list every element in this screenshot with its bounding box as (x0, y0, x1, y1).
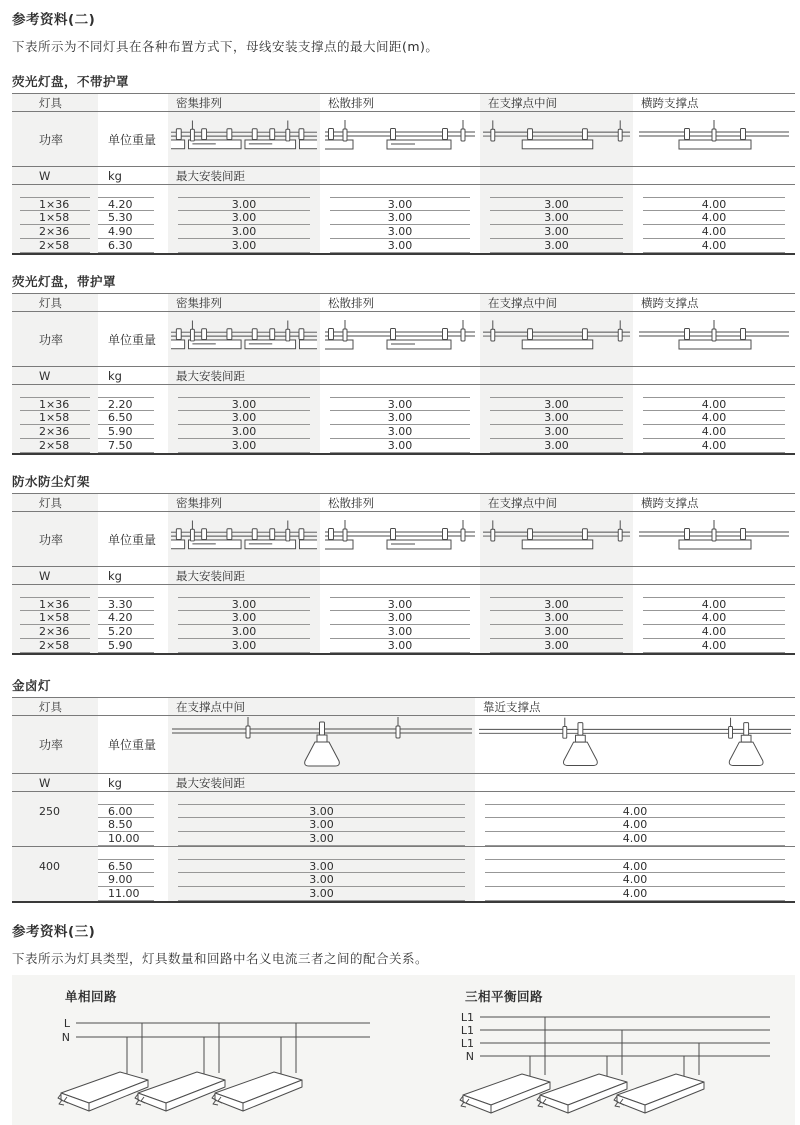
header-arrangement-loose: 松散排列 (328, 495, 374, 510)
power-group-400 (12, 847, 795, 901)
busbar-pendant-near-diagram (479, 717, 791, 773)
value-cell: 3.00 (490, 211, 623, 225)
value-cell: 3.00 (490, 425, 623, 439)
busbar-pendant-mid-diagram (172, 717, 472, 773)
power-cell: 1×58 (20, 611, 90, 625)
table-waterproof (12, 493, 795, 655)
value-cell: 3.00 (178, 197, 310, 211)
busbar-loose-diagram (325, 116, 475, 162)
busbar-dense-diagram (171, 516, 317, 562)
group-power-cell: 400 (39, 860, 60, 873)
unit-row (12, 367, 795, 385)
value-cell: 3.00 (178, 611, 310, 625)
power-cell: 2×36 (20, 625, 90, 639)
header-arrangement-loose: 松散排列 (328, 95, 374, 110)
value-cell: 4.00 (643, 225, 785, 239)
table-fluorescent-no-cover (12, 93, 795, 255)
table-row (98, 873, 795, 887)
group-power-cell: 250 (39, 805, 60, 818)
value-cell: 3.00 (178, 597, 310, 611)
value-cell: 3.00 (330, 597, 470, 611)
diagram-row (12, 716, 795, 774)
header-arrangement-across-support: 横跨支撑点 (641, 495, 699, 510)
value-cell: 4.00 (643, 239, 785, 253)
value-cell: 3.00 (330, 211, 470, 225)
value-cell: 3.00 (490, 225, 623, 239)
value-cell: 3.00 (490, 411, 623, 425)
spacer-row (12, 585, 795, 597)
watt-unit: W (39, 775, 51, 790)
value-cell: 3.00 (178, 439, 310, 453)
power-cell: 2×36 (20, 225, 90, 239)
value-cell: 3.00 (490, 611, 623, 625)
weight-cell: 6.00 (98, 804, 154, 818)
diagram-row (12, 512, 795, 567)
value-cell: 4.00 (485, 832, 785, 846)
value-cell: 4.00 (643, 397, 785, 411)
luminaire-3d (135, 1072, 225, 1111)
unit-row (12, 567, 795, 585)
single-phase-circuit (50, 987, 380, 1119)
header-fixture: 灯具 (39, 699, 62, 714)
value-cell: 4.00 (643, 597, 785, 611)
weight-cell: 5.30 (98, 211, 154, 225)
value-cell: 4.00 (643, 611, 785, 625)
spacer-row (12, 185, 795, 197)
table-row (98, 832, 795, 846)
header-arrangement-across-support: 横跨支撑点 (641, 95, 699, 110)
weight-cell: 7.50 (98, 439, 154, 453)
table-row (12, 239, 795, 253)
value-cell: 3.00 (330, 225, 470, 239)
value-cell: 4.00 (643, 411, 785, 425)
diagram-row (12, 312, 795, 367)
phase-line-label: L1 (460, 1024, 474, 1037)
header-unit-weight: 单位重量 (108, 132, 157, 147)
header-power: 功率 (39, 738, 64, 752)
kg-unit: kg (108, 568, 122, 583)
header-unit-weight: 单位重量 (108, 332, 157, 347)
phase-line-label: L1 (460, 1037, 474, 1050)
value-cell: 3.00 (490, 639, 623, 653)
value-cell: 3.00 (178, 411, 310, 425)
header-fixture: 灯具 (39, 495, 62, 510)
value-cell: 3.00 (178, 639, 310, 653)
section-title-waterproof: 防水防尘灯架 (12, 474, 91, 489)
value-cell: 3.00 (178, 873, 465, 887)
value-cell: 3.00 (490, 439, 623, 453)
value-cell: 3.00 (178, 239, 310, 253)
table-row (12, 197, 795, 211)
table-row (98, 804, 795, 818)
luminaire-3d (212, 1072, 302, 1111)
value-cell: 3.00 (178, 425, 310, 439)
value-cell: 3.00 (178, 625, 310, 639)
value-cell: 3.00 (330, 425, 470, 439)
kg-unit: kg (108, 368, 122, 383)
header-arrangement-near-support: 靠近支撑点 (483, 699, 541, 714)
diagram-row (12, 112, 795, 167)
power-cell: 2×58 (20, 239, 90, 253)
value-cell: 4.00 (643, 425, 785, 439)
luminaire-3d (58, 1072, 148, 1111)
value-cell: 3.00 (330, 625, 470, 639)
header-arrangement-mid-support: 在支撑点中间 (488, 95, 557, 110)
value-cell: 4.00 (485, 887, 785, 901)
value-cell: 4.00 (485, 818, 785, 832)
busbar-across-support-diagram (639, 316, 789, 362)
circuit-title: 三相平衡回路 (465, 989, 544, 1004)
value-cell: 4.00 (643, 639, 785, 653)
ref3-title: 参考资料(三) (12, 924, 96, 940)
power-cell: 1×58 (20, 211, 90, 225)
value-cell: 3.00 (330, 197, 470, 211)
table-row (12, 225, 795, 239)
three-phase-circuit (450, 987, 780, 1119)
weight-cell: 5.20 (98, 625, 154, 639)
busbar-loose-diagram (325, 516, 475, 562)
header-arrangement-loose: 松散排列 (328, 295, 374, 310)
table-row (12, 439, 795, 453)
value-cell: 3.00 (178, 804, 465, 818)
luminaire-3d (614, 1074, 704, 1113)
watt-unit: W (39, 168, 51, 183)
header-power: 功率 (39, 532, 64, 547)
busbar-across-support-diagram (639, 516, 789, 562)
value-cell: 4.00 (643, 439, 785, 453)
busbar-mid-support-diagram (483, 316, 630, 362)
phase-line-label: N (61, 1031, 70, 1044)
max-spacing-label: 最大安装间距 (176, 368, 245, 383)
unit-row (12, 167, 795, 185)
phase-line-label: L (63, 1017, 70, 1030)
phase-line-label: N (465, 1050, 474, 1063)
value-cell: 3.00 (490, 597, 623, 611)
value-cell: 3.00 (178, 397, 310, 411)
header-arrangement-dense: 密集排列 (176, 295, 222, 310)
table-row (12, 611, 795, 625)
busbar-loose-diagram (325, 316, 475, 362)
kg-unit: kg (108, 168, 122, 183)
max-spacing-label: 最大安装间距 (176, 775, 245, 790)
value-cell: 3.00 (490, 197, 623, 211)
luminaire-3d (460, 1074, 550, 1113)
busbar-dense-diagram (171, 316, 317, 362)
power-cell: 2×58 (20, 639, 90, 653)
table-row (98, 818, 795, 832)
weight-cell: 5.90 (98, 639, 154, 653)
value-cell: 3.00 (490, 397, 623, 411)
busbar-mid-support-diagram (483, 116, 630, 162)
weight-cell: 11.00 (98, 887, 154, 901)
watt-unit: W (39, 568, 51, 583)
value-cell: 3.00 (178, 859, 465, 873)
watt-unit: W (39, 368, 51, 383)
spacer-row (12, 385, 795, 397)
circuit-title: 单相回路 (65, 989, 118, 1004)
column-header-row (12, 494, 795, 512)
table-row (12, 425, 795, 439)
power-cell: 1×36 (20, 397, 90, 411)
table-metal-halide (12, 697, 795, 903)
header-fixture: 灯具 (39, 295, 62, 310)
column-header-row (12, 294, 795, 312)
power-cell: 2×58 (20, 439, 90, 453)
header-arrangement-mid-support: 在支撑点中间 (176, 699, 245, 714)
table-row (12, 625, 795, 639)
table-row (98, 859, 795, 873)
value-cell: 4.00 (643, 211, 785, 225)
power-cell: 1×36 (20, 197, 90, 211)
header-fixture: 灯具 (39, 95, 62, 110)
table-row (12, 411, 795, 425)
weight-cell: 4.20 (98, 197, 154, 211)
max-spacing-label: 最大安装间距 (176, 168, 245, 183)
table-row (12, 211, 795, 225)
value-cell: 3.00 (178, 211, 310, 225)
value-cell: 4.00 (485, 804, 785, 818)
weight-cell: 4.90 (98, 225, 154, 239)
table-row (12, 597, 795, 611)
section-title-fluorescent-no-cover: 荧光灯盘，不带护罩 (12, 74, 130, 89)
busbar-dense-diagram (171, 116, 317, 162)
weight-cell: 8.50 (98, 818, 154, 832)
value-cell: 4.00 (643, 625, 785, 639)
value-cell: 3.00 (490, 239, 623, 253)
header-arrangement-dense: 密集排列 (176, 95, 222, 110)
value-cell: 3.00 (330, 439, 470, 453)
column-header-row (12, 94, 795, 112)
document-page (0, 8, 800, 1063)
value-cell: 4.00 (643, 197, 785, 211)
ref3-subtitle: 下表所示为灯具类型，灯具数量和回路中名义电流三者之间的配合关系。 (12, 951, 429, 966)
table-row (98, 887, 795, 901)
weight-cell: 10.00 (98, 832, 154, 846)
header-arrangement-dense: 密集排列 (176, 495, 222, 510)
section-title-fluorescent-cover: 荧光灯盘，带护罩 (12, 274, 117, 289)
page-subtitle: 下表所示为不同灯具在各种布置方式下，母线安装支撑点的最大间距(m)。 (12, 39, 439, 54)
value-cell: 4.00 (485, 859, 785, 873)
table-row (12, 397, 795, 411)
value-cell: 4.00 (485, 873, 785, 887)
phase-line-label: L1 (460, 1011, 474, 1024)
circuit-diagrams-panel (12, 975, 795, 1125)
unit-row (12, 774, 795, 792)
value-cell: 3.00 (178, 832, 465, 846)
value-cell: 3.00 (330, 411, 470, 425)
busbar-across-support-diagram (639, 116, 789, 162)
power-cell: 1×36 (20, 597, 90, 611)
weight-cell: 6.50 (98, 411, 154, 425)
header-arrangement-mid-support: 在支撑点中间 (488, 495, 557, 510)
section-title-metal-halide: 金卤灯 (12, 678, 52, 693)
three-phase-diagram (450, 1007, 780, 1119)
value-cell: 3.00 (490, 625, 623, 639)
value-cell: 3.00 (178, 887, 465, 901)
busbar-mid-support-diagram (483, 516, 630, 562)
power-cell: 1×58 (20, 411, 90, 425)
header-arrangement-across-support: 横跨支撑点 (641, 295, 699, 310)
weight-cell: 5.90 (98, 425, 154, 439)
value-cell: 3.00 (178, 225, 310, 239)
weight-cell: 3.30 (98, 597, 154, 611)
kg-unit: kg (108, 775, 122, 790)
page-title: 参考资料(二) (12, 12, 96, 28)
value-cell: 3.00 (330, 639, 470, 653)
header-unit-weight: 单位重量 (108, 738, 157, 752)
table-row (12, 639, 795, 653)
weight-cell: 2.20 (98, 397, 154, 411)
value-cell: 3.00 (330, 239, 470, 253)
power-group-250 (12, 792, 795, 847)
table-fluorescent-cover (12, 293, 795, 455)
header-power: 功率 (39, 332, 64, 347)
header-unit-weight: 单位重量 (108, 532, 157, 547)
max-spacing-label: 最大安装间距 (176, 568, 245, 583)
weight-cell: 6.50 (98, 859, 154, 873)
luminaire-3d (537, 1074, 627, 1113)
power-cell: 2×36 (20, 425, 90, 439)
value-cell: 3.00 (330, 611, 470, 625)
header-power: 功率 (39, 132, 64, 147)
weight-cell: 4.20 (98, 611, 154, 625)
single-phase-diagram (50, 1007, 380, 1119)
weight-cell: 6.30 (98, 239, 154, 253)
weight-cell: 9.00 (98, 873, 154, 887)
value-cell: 3.00 (178, 818, 465, 832)
header-arrangement-mid-support: 在支撑点中间 (488, 295, 557, 310)
value-cell: 3.00 (330, 397, 470, 411)
column-header-row (12, 698, 795, 716)
